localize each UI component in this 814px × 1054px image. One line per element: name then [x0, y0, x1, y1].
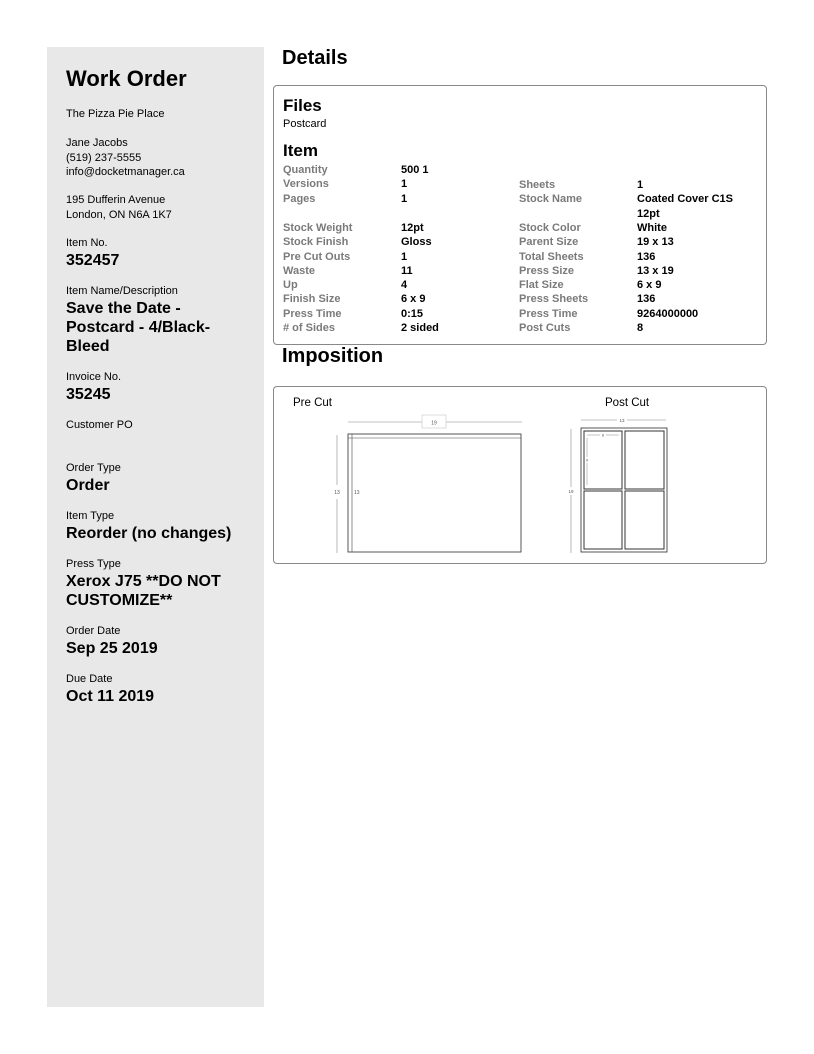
item-left-labels-2: [283, 221, 352, 335]
item-left-values: [401, 163, 429, 206]
order-type-value: Order: [66, 477, 110, 494]
piece-width-text: 6: [601, 432, 605, 438]
post-cut-diagram: [568, 418, 667, 553]
address-line-2: London, ON N6A 1K7: [66, 208, 172, 221]
press-time-value: 0:15: [401, 307, 424, 320]
sides-label: # of Sides: [283, 322, 335, 335]
waste-label: Waste: [283, 264, 315, 277]
press-type-value: [66, 572, 256, 610]
invoice-no-value: 35245: [66, 386, 111, 403]
press-time-right-value: 9264000000: [637, 307, 699, 320]
pre-cut-outs-value: 1: [401, 250, 408, 263]
order-type-label: Order Type: [66, 462, 121, 474]
imposition-heading: Imposition: [282, 345, 384, 367]
post-cut-piece-4: [625, 491, 664, 549]
press-size-value: 13 x 19: [637, 264, 674, 277]
stock-name-label: Stock Name: [519, 193, 582, 206]
stock-name-value: Coated Cover C1S: [637, 193, 733, 206]
quantity-value: 500 1: [401, 164, 429, 176]
item-right-values-2: [637, 221, 698, 335]
flat-size-label: Flat Size: [519, 279, 564, 292]
press-type-label: Press Type: [66, 558, 121, 570]
item-name-label: Item Name/Description: [66, 285, 178, 297]
total-sheets-label: Total Sheets: [519, 250, 584, 263]
versions-label: Versions: [283, 178, 329, 191]
item-name-line-1: Save the Date -: [66, 300, 181, 317]
item-left-labels: [283, 163, 329, 206]
waste-value: 11: [401, 264, 413, 277]
stock-finish-value: Gloss: [401, 236, 432, 249]
total-sheets-value: 136: [637, 250, 656, 263]
post-cut-piece-2: [625, 431, 664, 489]
address-line-1: 195 Dufferin Avenue: [66, 194, 166, 206]
item-right-values: [637, 178, 733, 221]
stock-weight-value: 12pt: [401, 222, 424, 234]
order-date-label: Order Date: [66, 625, 121, 637]
finish-size-value: 6 x 9: [401, 293, 426, 306]
stock-weight-label: Stock Weight: [283, 222, 353, 234]
pre-cut-sheet: [348, 434, 521, 552]
address-block: [66, 193, 172, 222]
contact-email: info@docketmanager.ca: [66, 166, 185, 178]
press-type-line-2: CUSTOMIZE**: [66, 592, 173, 609]
post-cut-piece-1: [584, 431, 622, 489]
item-type-label: Item Type: [66, 510, 115, 522]
parent-size-value: 19 x 13: [637, 236, 674, 249]
imposition-panel: [273, 386, 767, 564]
press-size-label: Press Size: [519, 264, 575, 277]
item-name-value: [66, 299, 256, 356]
up-label: Up: [283, 279, 298, 292]
flat-size-value: 6 x 9: [637, 279, 662, 292]
pre-cut-diagram: [334, 415, 522, 553]
item-type-value: Reorder (no changes): [66, 525, 232, 542]
files-value: Postcard: [283, 118, 327, 130]
parent-size-label: Parent Size: [519, 236, 579, 249]
post-cut-label: Post Cut: [605, 397, 650, 409]
stock-name-value-2: 12pt: [637, 207, 660, 220]
finish-size-label: Finish Size: [283, 293, 341, 306]
sides-value: 2 sided: [401, 322, 439, 335]
piece-height-text: 9: [585, 457, 589, 463]
versions-value: 1: [401, 178, 408, 191]
sheets-value: 1: [637, 179, 644, 191]
post-cut-outer-width-text: 13: [619, 418, 625, 423]
details-heading: Details: [282, 47, 348, 69]
contact-name: Jane Jacobs: [66, 137, 128, 149]
press-time-right-label: Press Time: [519, 307, 578, 320]
contact-block: [66, 136, 185, 180]
due-date-label: Due Date: [66, 673, 113, 685]
quantity-label: Quantity: [283, 164, 328, 176]
work-order-sidebar: [47, 47, 264, 1007]
pre-cut-label: Pre Cut: [293, 397, 332, 409]
item-name-line-3: Bleed: [66, 338, 110, 355]
stock-finish-label: Stock Finish: [283, 236, 349, 249]
pre-cut-outs-label: Pre Cut Outs: [283, 250, 351, 263]
pages-label: Pages: [283, 192, 316, 205]
invoice-no-label: Invoice No.: [66, 371, 122, 383]
stock-color-label: Stock Color: [519, 222, 581, 234]
up-value: 4: [401, 279, 408, 292]
pre-cut-outer-width-text: 19: [431, 420, 437, 427]
files-heading: Files: [283, 96, 322, 115]
imposition-diagram: [274, 387, 766, 563]
pre-cut-inner-height-text: 13: [354, 490, 360, 496]
post-cuts-label: Post Cuts: [519, 322, 571, 335]
item-right-labels-2: [519, 221, 588, 335]
item-no-label: Item No.: [66, 237, 108, 249]
item-right-labels: [519, 178, 582, 207]
item-no-value: 352457: [66, 252, 120, 269]
pages-value: 1: [401, 192, 408, 205]
press-sheets-value: 136: [637, 293, 656, 306]
press-time-label: Press Time: [283, 307, 342, 320]
post-cut-piece-3: [584, 491, 622, 549]
stock-color-value: White: [637, 222, 667, 234]
customer-po-label: Customer PO: [66, 419, 133, 431]
company-name: The Pizza Pie Place: [66, 108, 165, 120]
sheets-label: Sheets: [519, 179, 556, 191]
contact-phone: (519) 237-5555: [66, 151, 142, 164]
work-order-title: Work Order: [66, 66, 187, 91]
item-left-values-2: [401, 221, 439, 335]
order-date-value: Sep 25 2019: [66, 640, 158, 657]
post-cut-outer-height-text: 19: [568, 489, 574, 494]
due-date-value: Oct 11 2019: [66, 688, 155, 705]
item-heading: Item: [283, 141, 318, 160]
press-sheets-label: Press Sheets: [519, 293, 589, 306]
item-name-line-2: Postcard - 4/Black-: [66, 319, 211, 336]
details-panel: [273, 85, 767, 345]
press-type-line-1: Xerox J75 **DO NOT: [66, 573, 221, 590]
post-cuts-value: 8: [637, 322, 644, 335]
pre-cut-outer-height-text: 13: [334, 490, 340, 496]
